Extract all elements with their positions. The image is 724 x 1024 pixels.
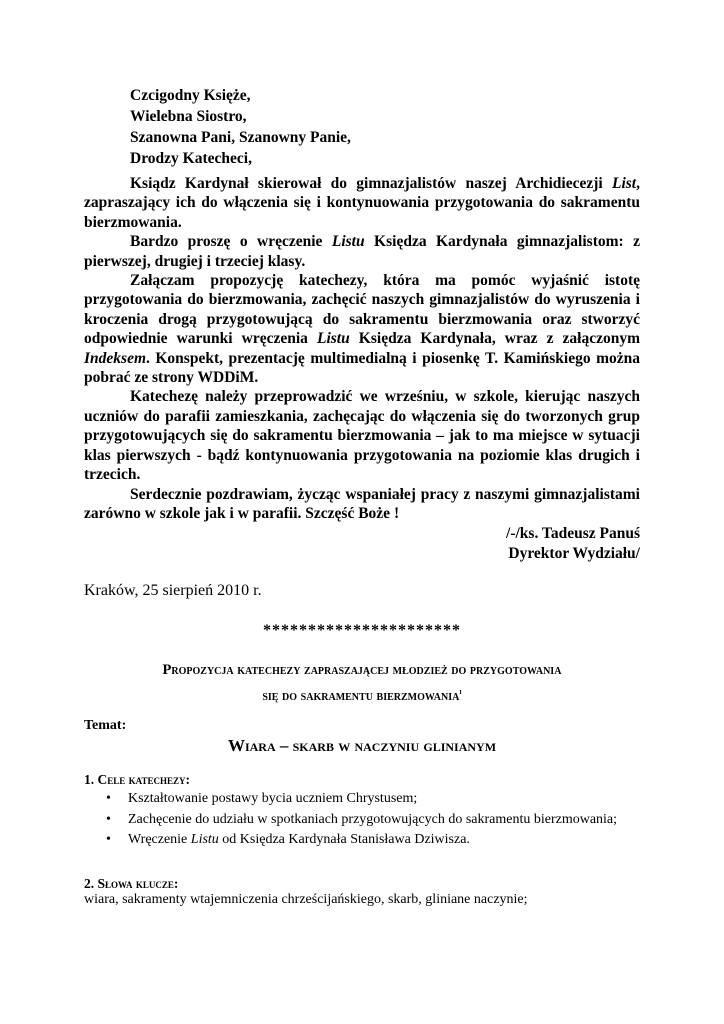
separator: ********************** <box>263 622 461 639</box>
signature-title: Dyrektor Wydziału/ <box>508 545 640 562</box>
greeting-block <box>130 85 686 169</box>
letter-body <box>84 174 640 523</box>
paragraph-4: Katechezę należy przeprowadzić we wrześniu, w szkole, kierując naszych uczniów do parafii zamieszkania, zachęcając do włączenia się do tworzonych grup przygotowujących się do sakramentu bierzmowania – jak to ma miejsce w sytuacji klas pierwszych - bądź kontynuowania przygotowania na poziomie klas drugich i trzecich. <box>84 388 640 484</box>
proposal-title-line <box>84 681 640 707</box>
bullet-icon: • <box>106 811 111 827</box>
greeting-line: Czcigodny Księże, <box>130 87 251 104</box>
emphasis: List <box>612 175 637 192</box>
text-run: Księdza Kardynała gimnazjalistom: z pierwszej, drugiej i trzeciej klasy. <box>84 233 640 270</box>
section-2-text: wiara, sakramenty wtajemniczenia chrześcijańskiego, skarb, gliniane naczynie; <box>84 892 528 907</box>
text-run: Wręczenie <box>128 832 191 847</box>
paragraph-3 <box>84 271 640 387</box>
text-run: Kształtowanie postawy bycia uczniem Chrystusem; <box>128 791 418 806</box>
text-run: Załączam propozycję katechezy, która ma pomóc wyjaśnić istotę przygotowania do bierzmowania, zachęcić naszych gimnazjalistów do wyruszenia i kroczenia drogą przygotowującą do sakramentu bierzmowania oraz stworzyć odpowiednie warunki wręczenia <box>84 272 640 348</box>
text-run: od Księdza Kardynała Stanisława Dziwisza. <box>218 832 470 847</box>
text-run: Księdza Kardynała, wraz z załączonym <box>349 330 640 348</box>
greeting-line: Drodzy Katecheci, <box>130 150 252 167</box>
signature-name: /-/ks. Tadeusz Panuś <box>506 525 640 542</box>
paragraph-5: Serdecznie pozdrawiam, życząc wspaniałej pracy z naszymi gimnazjalistami zarówno w szkole jak i w parafii. Szczęść Boże ! <box>84 485 640 522</box>
text-run: , zapraszający ich do włączenia się i kontynuowania przygotowania do sakramentu bierzmowania. <box>84 175 640 231</box>
list-item <box>84 790 640 808</box>
text-run: się do sakramentu bierzmowania <box>262 687 460 704</box>
text-run: Bardzo proszę o wręczenie <box>130 233 332 251</box>
emphasis: Indeksem <box>84 349 146 367</box>
proposal-title <box>84 660 640 707</box>
text-run: Zachęcenie do udziału w spotkaniach przygotowujących do sakramentu bierzmowania; <box>128 811 618 827</box>
proposal-title-line: Propozycja katechezy zapraszającej młodzież do przygotowania <box>162 662 562 678</box>
temat-title: Wiara – skarb w naczyniu glinianym <box>227 736 497 755</box>
emphasis: Listu <box>331 233 365 251</box>
greeting-line: Szanowna Pani, Szanowny Panie, <box>130 129 351 146</box>
temat-label: Temat: <box>84 718 127 733</box>
emphasis: Listu <box>190 832 219 847</box>
section-1-heading: 1. Cele katechezy: <box>84 772 190 787</box>
section-1-list <box>84 790 640 852</box>
footnote-marker: i <box>459 686 462 696</box>
date-line: Kraków, 25 sierpień 2010 r. <box>84 582 262 599</box>
emphasis: Listu <box>317 330 350 348</box>
signature-block <box>506 524 640 564</box>
bullet-icon: • <box>106 791 111 806</box>
paragraph-1 <box>84 174 640 232</box>
greeting-line: Wielebna Siostro, <box>130 108 247 125</box>
list-item <box>84 831 640 849</box>
text-run: . Konspekt, prezentację multimedialną i piosenkę T. Kamińskiego można pobrać ze strony WDDiM. <box>84 349 640 387</box>
bullet-icon: • <box>106 832 111 847</box>
text-run: Ksiądz Kardynał skierował do gimnazjalistów naszej Archidiecezji <box>130 175 612 192</box>
paragraph-2 <box>84 232 640 271</box>
list-item <box>84 811 640 829</box>
section-2-heading: 2. Słowa klucze: <box>84 876 179 891</box>
